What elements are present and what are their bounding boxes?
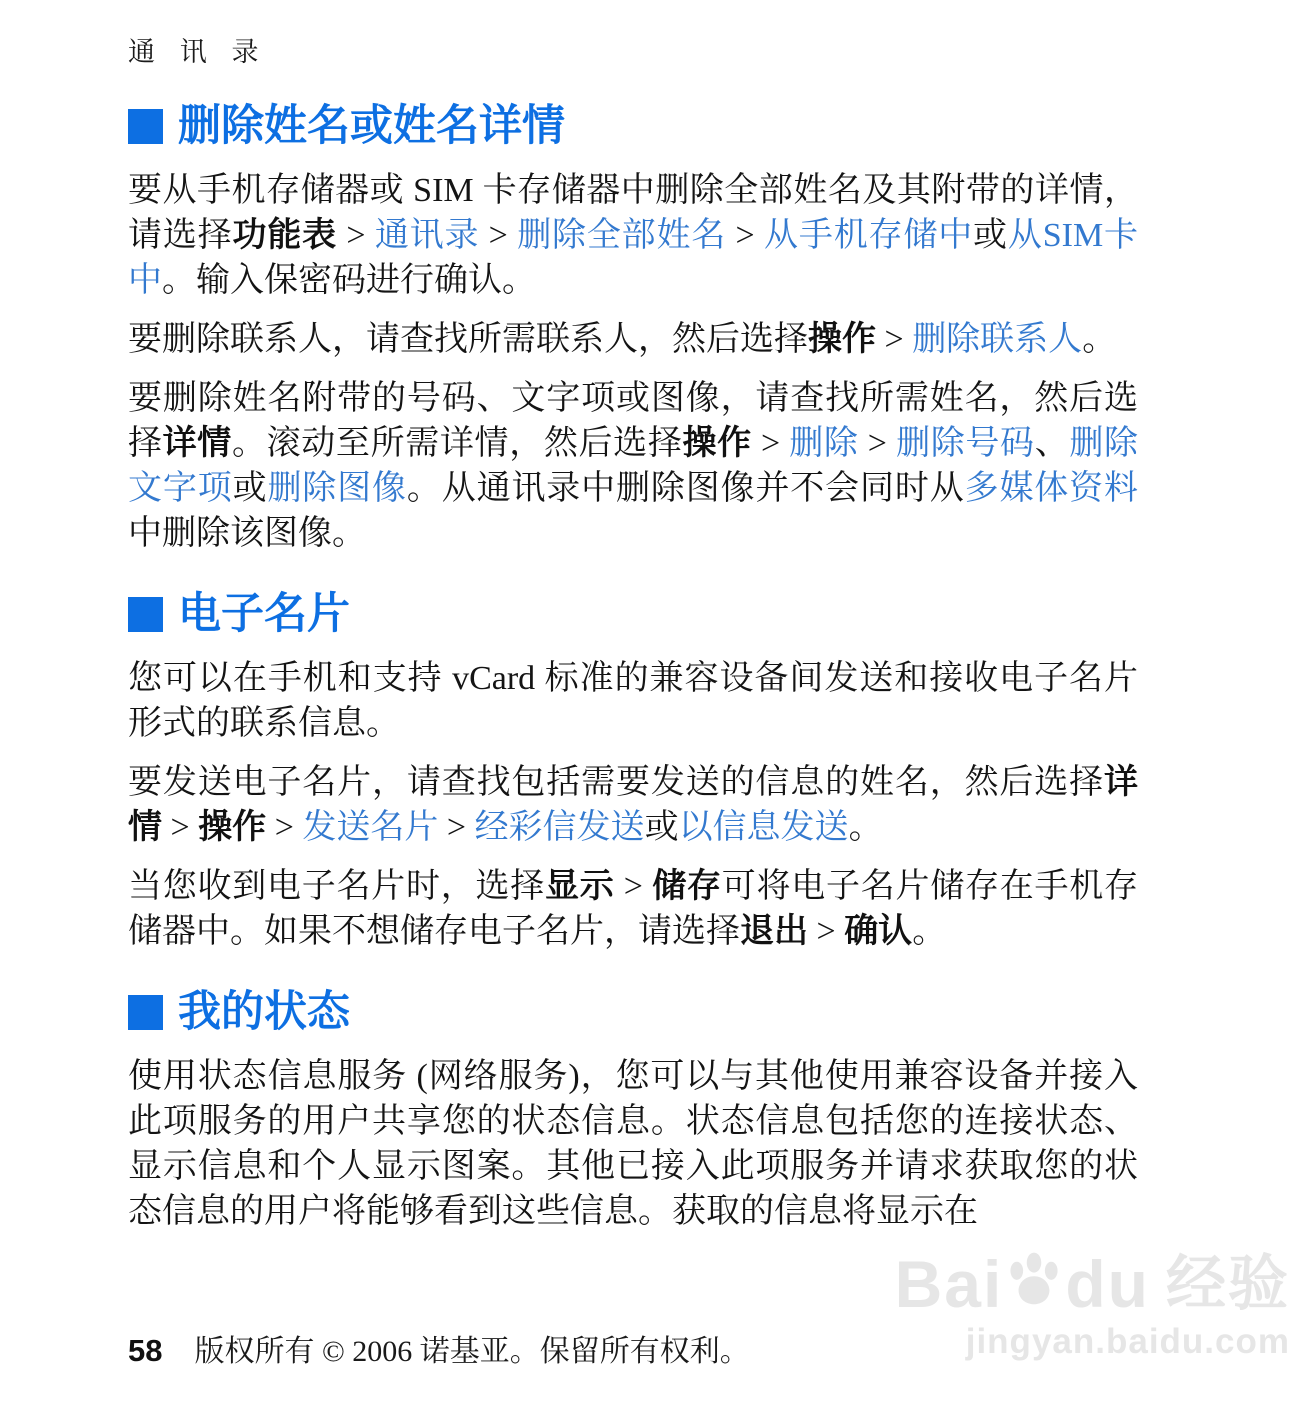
- text-run: 当您收到电子名片时，选择: [128, 868, 546, 905]
- text-run: 或: [644, 809, 679, 846]
- section-title-business-cards: [128, 590, 1138, 638]
- ui-term-bold: 功能表: [232, 216, 337, 254]
- text-run: 或: [973, 217, 1008, 254]
- text-run: 。从通讯录中删除图像并不会同时从: [406, 470, 965, 507]
- text-run: 。: [1082, 321, 1117, 358]
- baidu-logo: [895, 1248, 1290, 1320]
- running-header: 通 讯 录: [128, 37, 268, 67]
- section-business-cards: [128, 590, 1138, 954]
- ui-term-bold: 显示: [545, 867, 615, 905]
- text-run: >: [337, 217, 375, 254]
- section-title-text: 我的状态: [178, 988, 350, 1036]
- text-run: 要删除姓名附带的号码、文字项或图像，请查找所需姓名，然后选择: [128, 380, 1138, 462]
- watermark-url: jingyan.baidu.com: [965, 1322, 1290, 1361]
- text-run: >: [162, 809, 199, 846]
- blue-square-bullet: [128, 597, 163, 632]
- cross-reference-link[interactable]: 删除号码: [896, 425, 1035, 462]
- cross-reference-link[interactable]: 通讯录: [374, 217, 480, 254]
- baidu-logo-text-prefix: Bai: [894, 1247, 1004, 1321]
- cross-reference-link[interactable]: 多媒体资料: [964, 470, 1139, 507]
- paragraph: [128, 317, 1138, 362]
- paragraph: [128, 864, 1138, 954]
- ui-term-bold: 操作: [198, 808, 267, 846]
- ui-term-bold: 详情: [128, 763, 1138, 846]
- text-run: 或: [232, 470, 268, 507]
- blue-square-bullet: [128, 995, 163, 1030]
- text-run: >: [614, 868, 653, 905]
- text-run: >: [266, 809, 303, 846]
- text-run: 。滚动至所需详情，然后选择: [231, 425, 683, 462]
- text-run: 。输入保密码进行确认。: [162, 262, 536, 299]
- section-title-my-status: [128, 988, 1138, 1036]
- ui-term-bold: 详情: [162, 424, 232, 462]
- text-run: 可将电子名片储存在手机存储器中。如果不想储存电子名片，请选择: [128, 868, 1139, 950]
- text-run: >: [876, 321, 913, 358]
- text-run: >: [858, 425, 897, 462]
- section-title-text: 删除姓名或姓名详情: [178, 102, 565, 150]
- cross-reference-link[interactable]: 删除全部姓名: [517, 217, 727, 254]
- text-run: 要从手机存储器或 SIM 卡存储器中删除全部姓名及其附带的详情，请选择: [128, 172, 1138, 254]
- jingyan-label: 经验: [1166, 1250, 1290, 1317]
- page-footer: [128, 1326, 750, 1370]
- text-run: >: [726, 217, 765, 254]
- text-run: 。: [848, 809, 883, 846]
- paragraph: [128, 1054, 1138, 1234]
- text-run: >: [808, 913, 845, 950]
- cross-reference-link[interactable]: 删除联系人: [912, 321, 1083, 358]
- ui-term-bold: 确认: [844, 912, 913, 950]
- page-number: 58: [128, 1333, 163, 1368]
- paragraph: [128, 760, 1138, 850]
- section-title-delete-names: [128, 102, 1138, 150]
- text-run: >: [479, 217, 518, 254]
- text-run: 中删除该图像。: [128, 515, 366, 552]
- baidu-logo-text-suffix: du: [1065, 1247, 1150, 1321]
- paragraph: [128, 656, 1138, 746]
- cross-reference-link[interactable]: 从手机存储中: [764, 217, 974, 254]
- text-run: 。: [912, 913, 947, 950]
- cross-reference-link[interactable]: 从SIM卡中: [128, 217, 1139, 299]
- text-run: >: [438, 809, 475, 846]
- text-run: 、: [1034, 425, 1070, 462]
- paragraph: [128, 376, 1138, 556]
- section-title-text: 电子名片: [178, 590, 350, 638]
- paragraph: [128, 168, 1138, 303]
- cross-reference-link[interactable]: 删除: [789, 425, 859, 462]
- text-run: 要发送电子名片，请查找包括需要发送的信息的姓名，然后选择: [128, 764, 1104, 801]
- ui-term-bold: 储存: [652, 867, 722, 905]
- ui-term-bold: 操作: [808, 320, 876, 358]
- text-run: 要删除联系人，请查找所需联系人，然后选择: [128, 321, 808, 358]
- ui-term-bold: 退出: [740, 912, 808, 950]
- section-delete-names: [128, 102, 1138, 556]
- text-run: >: [751, 425, 790, 462]
- cross-reference-link[interactable]: 删除文字项: [128, 425, 1139, 507]
- copyright-text: 版权所有 © 2006 诺基亚。保留所有权利。: [194, 1335, 750, 1368]
- cross-reference-link[interactable]: 经彩信发送: [474, 809, 645, 846]
- cross-reference-link[interactable]: 发送名片: [302, 809, 439, 846]
- baidu-paw-icon: [1005, 1248, 1063, 1320]
- baidu-watermark: [895, 1248, 1290, 1362]
- ui-term-bold: 操作: [682, 424, 752, 462]
- text-run: 您可以在手机和支持 vCard 标准的兼容设备间发送和接收电子名片形式的联系信息。: [128, 660, 1138, 742]
- cross-reference-link[interactable]: 以信息发送: [678, 809, 849, 846]
- section-my-status: [128, 988, 1138, 1234]
- cross-reference-link[interactable]: 删除图像: [267, 470, 407, 507]
- blue-square-bullet: [128, 109, 163, 144]
- text-run: 使用状态信息服务 (网络服务)，您可以与其他使用兼容设备并接入此项服务的用户共享您的状态信息。状态信息包括您的连接状态、显示信息和个人显示图案。其他已接入此项服务并请求获取您的状态信息的用户将能够看到这些信息。获取的信息将显示在: [128, 1058, 1138, 1230]
